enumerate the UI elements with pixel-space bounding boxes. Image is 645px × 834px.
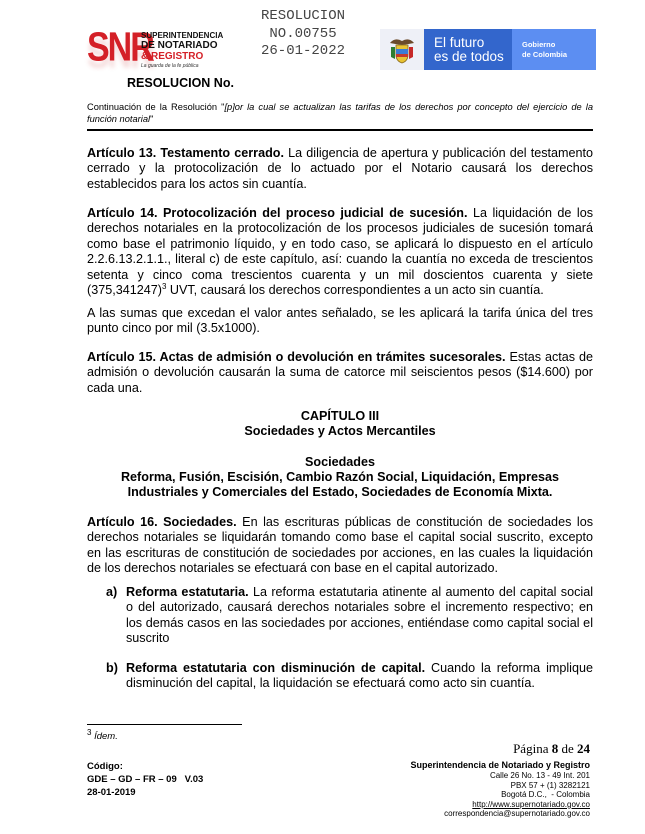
list-item-title: Reforma estatutaria. <box>126 585 249 599</box>
gov-name-line1: Gobierno <box>522 39 556 49</box>
snr-logo-line2: DE NOTARIADO <box>141 40 218 51</box>
list-item-title: Reforma estatutaria con disminución de capital. <box>126 661 426 675</box>
code-label: Código: <box>87 761 123 772</box>
gov-slogan <box>424 29 512 70</box>
document-code <box>87 760 203 799</box>
page-total: 24 <box>577 741 590 756</box>
footnote-ref[interactable]: 3 <box>161 281 167 291</box>
list-item-text: La reforma estatutaria atinente al aumento del capital social o del autorizado, causará derechos notariales sobre el incremento respectivo; en los demás casos en las sociedades por acciones, entiéndase como capital social el suscrito <box>126 585 594 646</box>
continuation-suffix: " <box>150 114 154 124</box>
snr-logo-abbr: SNR <box>87 24 153 70</box>
list-marker: a) <box>106 585 118 599</box>
continuation-prefix: Continuación de la Resolución " <box>87 102 225 112</box>
article-14-text: La liquidación de los derechos notariales en la protocolización de los procesos judiciales de sucesión tomará como base el patrimonio líquido, y en todo caso, se aplicará lo dispuesto en el artículo 2.2.6.13.2.1.1., literal c) de este capítulo, así: cuando la cuantía no exceda de trescientos setenta y cinco coma trescientos cuarenta y un mil doscientos cuarenta y siete (375,341247) <box>87 206 593 298</box>
list-item-a <box>107 585 593 647</box>
article-14 <box>87 206 593 298</box>
article-15 <box>87 350 593 396</box>
snr-logo-line3: & REGISTRO <box>141 51 204 62</box>
contact-info <box>380 760 590 819</box>
footnote <box>87 727 118 742</box>
page-number <box>470 741 590 757</box>
chapter-title: Sociedades y Actos Mercantiles <box>244 424 436 438</box>
article-16-title: Artículo 16. Sociedades. <box>87 515 237 529</box>
gov-slogan-line1: El futuro <box>434 34 485 50</box>
footnote-text: Ídem. <box>94 731 118 742</box>
snr-logo-tagline: La guarda de la fe pública <box>141 63 199 69</box>
colombia-crest-icon <box>380 29 424 70</box>
code-value: GDE – GD – FR – 09 V.03 <box>87 774 204 785</box>
page-prefix: Página <box>513 741 552 756</box>
code-date: 28-01-2019 <box>87 787 136 798</box>
article-14-title: Artículo 14. Protocolización del proceso judicial de sucesión. <box>87 206 468 220</box>
stamp-date: 26-01-2022 <box>260 43 345 59</box>
article-13-title: Artículo 13. Testamento cerrado. <box>87 146 284 160</box>
section-title: Sociedades <box>305 455 375 469</box>
article-13-text: La diligencia de apertura y publicación del testamento cerrado y la protocolización de lo actuado por el Notario causará los derechos establecidos para los actos sin cuantía. <box>87 146 593 191</box>
stamp-number: NO.00755 <box>269 25 337 42</box>
continuation-note <box>87 101 593 125</box>
resolution-label: RESOLUCION No. <box>127 76 234 90</box>
footnote-number: 3 <box>87 727 92 737</box>
list-item-text: Cuando la reforma implique disminución del capital, la liquidación se efectuará como acto sin cuantía. <box>126 661 593 691</box>
article-15-text: Estas actas de admisión o devolución causarán la suma de catorce mil seiscientos pesos ($14.600) por cada una. <box>87 350 593 395</box>
header-divider <box>87 129 593 131</box>
phone: PBX 57 + (1) 3282121 <box>510 780 590 790</box>
article-16 <box>87 515 593 577</box>
article-16-text: En las escrituras públicas de constitución de sociedades los derechos notariales se liquidarán tomando como base el capital social suscrito, excepto en las escrituras de constitución de sociedades por acciones, en las cuales la liquidación de los derechos notariales se efectuará con base en el capital autorizado. <box>87 515 593 576</box>
org-name: Superintendencia de Notariado y Registro <box>410 760 590 770</box>
email-link[interactable]: correspondencia@supernotariado.gov.co <box>444 809 590 819</box>
continuation-title: [p]or la cual se actualizan las tarifas de los derechos por concepto del ejercicio de la función notarial <box>87 102 593 124</box>
stamp-line: RESOLUCION <box>260 8 345 24</box>
article-13 <box>87 146 593 192</box>
footnote-divider <box>87 724 242 725</box>
website-link[interactable]: http://www.supernotariado.gov.co <box>472 799 590 809</box>
article-15-title: Artículo 15. Actas de admisión o devolución en trámites sucesorales. <box>87 350 506 364</box>
article-14-text-after: UVT, causará los derechos correspondientes a un acto sin cuantía. <box>166 283 544 298</box>
resolution-stamp <box>248 8 358 61</box>
article-14-extra: A las sumas que excedan el valor antes señalado, se les aplicará la tarifa única del tres punto cinco por mil (3.5x1000). <box>87 306 593 336</box>
gov-name-line2: de Colombia <box>522 49 568 59</box>
gov-slogan-line2: es de todos <box>434 48 504 64</box>
page-current: 8 <box>551 741 559 756</box>
chapter-number: CAPÍTULO III <box>300 409 380 423</box>
list-item-b <box>107 661 593 692</box>
page-middle: de <box>558 741 577 756</box>
address: Calle 26 No. 13 - 49 Int. 201 <box>489 771 590 780</box>
snr-logo <box>87 24 224 70</box>
snr-logo-line1: SUPERINTENDENCIA <box>141 31 224 40</box>
gov-name <box>512 29 596 70</box>
list-marker: b) <box>106 661 118 675</box>
subsection-title: Reforma, Fusión, Escisión, Cambio Razón Social, Liquidación, Empresas Industriales y Comerciales del Estado, Sociedades de Economía Mixta. <box>120 470 560 500</box>
city: Bogotá D.C., - Colombia <box>501 790 590 800</box>
gov-banner <box>380 29 596 70</box>
